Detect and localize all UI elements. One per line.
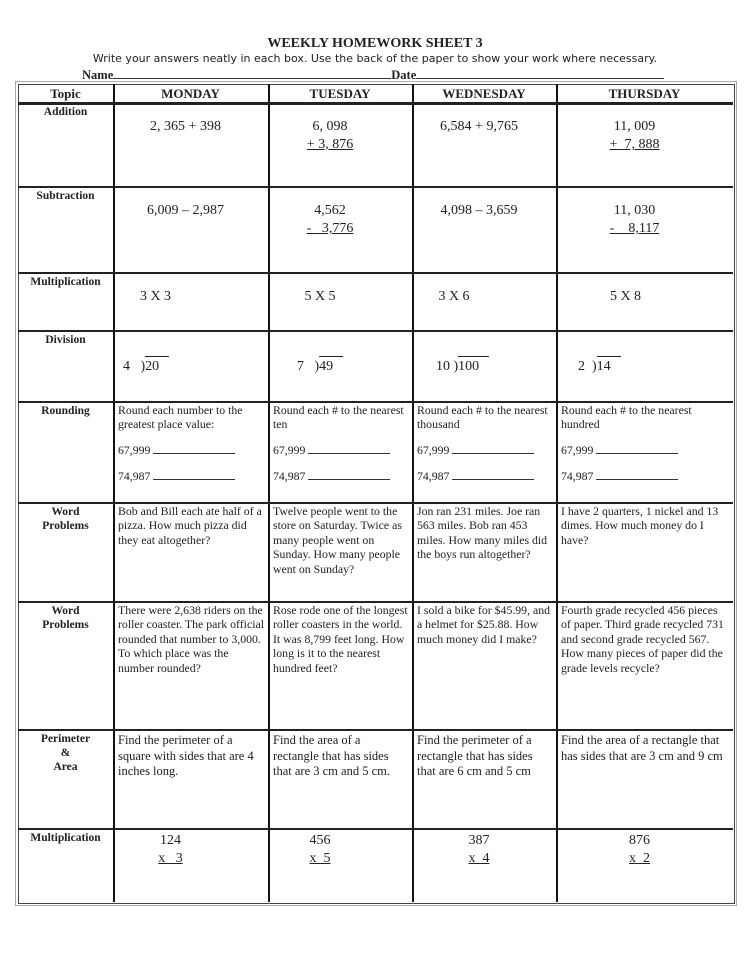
day-cell — [556, 103, 733, 187]
day-cell — [268, 829, 412, 902]
problem-line: x 5 — [309, 851, 331, 866]
problem-line: 11, 030 — [613, 203, 656, 218]
rounding-line — [273, 467, 408, 483]
rounding-line — [417, 467, 552, 483]
rounding-number: 67,999 — [561, 443, 597, 457]
topic-line: Word — [51, 605, 80, 617]
day-cell — [412, 187, 556, 273]
problem-text: I have 2 quarters, 1 nickel and 13 dimes. How much money do I have? — [561, 504, 719, 547]
problem-line: 6, 098 — [312, 119, 348, 134]
rounding-line — [118, 441, 264, 457]
topic-line: Multiplication — [30, 832, 101, 844]
problem-line: 876 — [629, 833, 650, 848]
problem — [536, 118, 733, 154]
problem-line: 4,098 – 3,659 — [440, 203, 518, 218]
day-cell — [412, 331, 556, 402]
day-cell — [113, 602, 268, 730]
topic-line: Multiplication — [30, 276, 101, 288]
problem-text: Find the area of a rectangle that has sides that are 3 cm and 5 cm. — [273, 733, 390, 778]
day-cell — [113, 730, 268, 829]
topic-line: Perimeter — [40, 733, 91, 745]
rounding-number: 74,987 — [118, 469, 154, 484]
problem-line: x 3 — [158, 851, 183, 866]
rounding-number: 67,999 — [118, 443, 154, 457]
header-topic: Topic — [50, 86, 81, 101]
dividend: 100 — [458, 356, 489, 374]
instructions: Write your answers neatly in each box. Use the back of the paper to show your work where necessary. — [92, 52, 658, 65]
rounding-prompt: Round each # to the nearest hundred — [561, 403, 692, 432]
problem-line: 5 X 8 — [609, 289, 642, 304]
rounding-line — [561, 441, 729, 457]
day-cell — [268, 187, 412, 273]
division-problem — [113, 359, 268, 375]
topic-label — [18, 103, 113, 187]
date-label: Date — [391, 68, 417, 82]
answer-blank[interactable] — [452, 441, 534, 454]
answer-blank[interactable] — [308, 467, 390, 480]
problem-line: 5 X 5 — [304, 289, 336, 304]
problem-line: - 3,776 — [306, 221, 354, 236]
topic-label — [18, 602, 113, 730]
day-cell — [412, 402, 556, 503]
problem-line: 11, 009 — [613, 119, 656, 134]
topic-line: Rounding — [41, 405, 90, 417]
problem-line: 124 — [160, 833, 181, 848]
divisor: 2 ) — [578, 359, 597, 374]
problem-text: There were 2,638 riders on the roller coaster. The park official rounded that number to 3,000. To which place was the number rounded? — [118, 603, 264, 675]
day-cell — [113, 187, 268, 273]
problem-line: 6,009 – 2,987 — [147, 203, 224, 218]
division-problem — [412, 359, 556, 375]
answer-blank[interactable] — [153, 441, 235, 454]
day-cell — [556, 829, 733, 902]
problem — [518, 288, 733, 306]
name-label: Name — [82, 68, 114, 82]
rounding-line — [273, 441, 408, 457]
problem-line: 456 — [309, 833, 331, 848]
problem — [402, 202, 556, 220]
problem — [248, 118, 412, 154]
day-cell — [556, 187, 733, 273]
problem — [402, 118, 556, 136]
rounding-number: 67,999 — [273, 443, 309, 457]
day-cell — [412, 829, 556, 902]
problem-line: + 7, 888 — [609, 137, 660, 152]
day-cell — [113, 103, 268, 187]
problem — [103, 118, 268, 136]
problem-text: Jon ran 231 miles. Joe ran 563 miles. Bob ran 453 miles. How many miles did the boys run altogether? — [417, 504, 548, 562]
rounding-number: 74,987 — [561, 469, 597, 484]
day-cell — [556, 503, 733, 602]
rounding-line — [118, 467, 264, 483]
problem-line: 2, 365 + 398 — [150, 119, 221, 134]
problem-line: 4,562 — [314, 203, 346, 218]
problem-text: Find the perimeter of a square with sides that are 4 inches long. — [118, 733, 254, 778]
problem-line: 387 — [468, 833, 490, 848]
rounding-number: 67,999 — [417, 443, 453, 457]
problem-text: I sold a bike for $45.99, and a helmet for $25.88. How much money did I make? — [417, 603, 551, 646]
answer-blank[interactable] — [153, 467, 235, 480]
name-field[interactable] — [113, 66, 391, 79]
problem-line: + 3, 876 — [306, 137, 354, 152]
divisor: 4 ) — [123, 359, 146, 374]
problem-text: Fourth grade recycled 456 pieces of paper. Third grade recycled 731 and second grade recycled 567. How many pieces of paper did the grade levels recycle? — [561, 603, 724, 675]
problem-text: Find the area of a rectangle that has sides that are 3 cm and 9 cm — [561, 733, 723, 763]
answer-blank[interactable] — [596, 467, 678, 480]
day-cell — [268, 730, 412, 829]
answer-blank[interactable] — [452, 467, 534, 480]
problem — [536, 202, 733, 238]
day-cell — [268, 331, 412, 402]
header-wednesday: WEDNESDAY — [442, 86, 526, 101]
problem-text: Rose rode one of the longest roller coasters in the world. It was 8,799 feet long. How long is it to the nearest hundred feet? — [273, 603, 408, 675]
division-problem — [268, 359, 412, 375]
topic-line: Problems — [42, 619, 89, 631]
problem-line: x 2 — [629, 851, 650, 866]
topic-label — [18, 503, 113, 602]
day-cell — [412, 730, 556, 829]
answer-blank[interactable] — [308, 441, 390, 454]
dividend: 14 — [597, 356, 621, 374]
day-cell — [556, 331, 733, 402]
topic-line: Division — [45, 334, 86, 346]
topic-line: Addition — [43, 106, 88, 118]
sheet-title: WEEKLY HOMEWORK SHEET 3 — [267, 36, 483, 51]
divisor: 7 ) — [297, 359, 320, 374]
day-cell — [268, 103, 412, 187]
problem — [546, 832, 733, 868]
day-cell — [113, 331, 268, 402]
topic-line: Word — [51, 506, 80, 518]
answer-blank[interactable] — [596, 441, 678, 454]
problem — [402, 832, 556, 868]
day-cell — [113, 402, 268, 503]
problem-line: 6,584 + 9,765 — [440, 119, 518, 134]
dividend: 49 — [319, 356, 343, 374]
day-cell — [268, 402, 412, 503]
division-problem — [556, 359, 733, 375]
topic-label — [18, 402, 113, 503]
rounding-prompt: Round each # to the nearest thousand — [417, 403, 548, 432]
topic-line: Subtraction — [36, 190, 95, 202]
topic-line: Problems — [42, 520, 89, 532]
problem-line: - 8,117 — [609, 221, 660, 236]
topic-label — [18, 730, 113, 829]
day-cell — [556, 273, 733, 331]
divisor: 10 ) — [436, 359, 459, 374]
date-field[interactable] — [416, 66, 664, 79]
topic-line: & — [60, 747, 71, 759]
day-cell — [412, 602, 556, 730]
problem-text: Twelve people went to the store on Saturday. Twice as many people went on Sunday. How many people went on Sunday? — [273, 504, 402, 576]
day-cell — [268, 503, 412, 602]
day-cell — [412, 103, 556, 187]
problem-text: Bob and Bill each ate half of a pizza. How much pizza did they eat altogether? — [118, 504, 262, 547]
rounding-line — [417, 441, 552, 457]
rounding-line — [561, 467, 729, 483]
problem — [103, 202, 268, 220]
day-cell — [113, 503, 268, 602]
rounding-prompt: Round each number to the greatest place value: — [118, 403, 243, 432]
rounding-prompt: Round each # to the nearest ten — [273, 403, 404, 432]
problem — [228, 832, 412, 868]
header-tuesday: TUESDAY — [309, 86, 371, 101]
day-cell — [556, 730, 733, 829]
header-thursday: THURSDAY — [608, 86, 681, 101]
problem-text: Find the perimeter of a rectangle that has sides that are 6 cm and 5 cm — [417, 733, 533, 778]
dividend: 20 — [145, 356, 169, 374]
rounding-number: 74,987 — [417, 469, 453, 484]
problem-line: x 4 — [468, 851, 490, 866]
day-cell — [412, 503, 556, 602]
problem — [248, 202, 412, 238]
header-monday: MONDAY — [161, 86, 220, 101]
topic-line: Area — [53, 761, 78, 773]
topic-label — [18, 187, 113, 273]
problem-line: 3 X 6 — [438, 289, 470, 304]
day-cell — [556, 602, 733, 730]
topic-label — [18, 331, 113, 402]
rounding-number: 74,987 — [273, 469, 309, 484]
problem-line: 3 X 3 — [139, 289, 172, 304]
day-cell — [556, 402, 733, 503]
day-cell — [268, 602, 412, 730]
